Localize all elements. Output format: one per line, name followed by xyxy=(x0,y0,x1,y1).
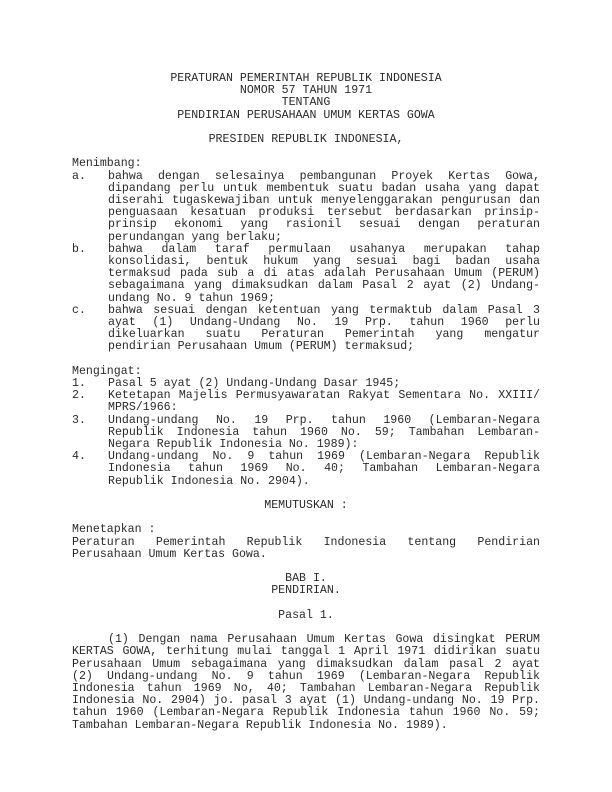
title-line: PERATURAN PEMERINTAH REPUBLIK INDONESIA xyxy=(170,72,442,85)
list-item-line: bahwa dengan selesainya pembangunan Proyek Kertas Gowa, xyxy=(108,169,540,183)
memutuskan-heading: MEMUTUSKAN : xyxy=(264,499,348,513)
list-item-line: bahwa sesuai dengan ketentuan yang termaktub dalam Pasal 3 xyxy=(108,303,540,317)
list-item-line: perundangan yang berlaku; xyxy=(108,230,282,244)
list-item-line: Negara Republik Indonesia No. 1989): xyxy=(108,438,359,452)
list-item-line: prinsip ekonomi yang rasionil sesuai dengan peraturan xyxy=(108,218,540,232)
list-marker: 1. xyxy=(72,377,86,391)
list-marker: c. xyxy=(72,303,86,317)
list-item-line: konsolidasi, bentuk hukum yang sesuai bagi badan usaha xyxy=(108,255,540,269)
paragraph-line: Perusahaan Umum Kertas Gowa. xyxy=(72,547,267,561)
list-item xyxy=(72,390,540,414)
title-line: NOMOR 57 TAHUN 1971 xyxy=(239,84,373,98)
list-item-line: Indonesia tahun 1969 No. 40; Tambahan Lembaran-Negara xyxy=(108,462,540,476)
section-label: Menimbang: xyxy=(72,157,142,171)
paragraph-line: Peraturan Pemerintah Republik Indonesia tentang Pendirian xyxy=(72,535,540,549)
list-item-line: Republik Indonesia No. 2904). xyxy=(108,474,310,488)
paragraph-line: (2) Undang-undang No. 9 tahun 1969 (Lembaran-Negara Republik xyxy=(72,669,540,683)
list-item xyxy=(72,305,540,354)
list-item xyxy=(72,415,540,452)
paragraph-line: Indonesia No. 2904) jo. pasal 3 ayat (1) Undang-undang No. 19 Prp. xyxy=(72,694,540,708)
list-item-line: dikeluarkan suatu Peraturan Pemerintah yang mengatur xyxy=(108,328,540,342)
mengingat-section xyxy=(72,366,540,488)
list-marker: 4. xyxy=(72,450,86,464)
list-item-line: Undang-undang No. 9 tahun 1969 (Lembaran-Negara Republik xyxy=(108,450,540,464)
list-marker: 2. xyxy=(72,389,86,403)
list-item-line: termaksud pada sub a di atas adalah Perusahaan Umum (PERUM) xyxy=(108,267,540,281)
list-item xyxy=(72,244,540,305)
chapter-number: BAB I. xyxy=(285,572,327,586)
article-paragraph xyxy=(72,634,540,732)
document-page xyxy=(72,73,540,732)
list-marker: b. xyxy=(72,242,86,256)
document-title xyxy=(72,73,540,122)
president-heading: PRESIDEN REPUBLIK INDONESIA, xyxy=(208,133,404,146)
section-label: Mengingat: xyxy=(72,364,142,378)
list-marker: a. xyxy=(72,169,86,183)
list-item-line: undang No. 9 tahun 1969; xyxy=(108,291,275,305)
list-item xyxy=(72,451,540,488)
list-item-line: dipandang perlu untuk membentuk suatu badan usaha yang dapat xyxy=(108,181,540,195)
list-item-line: pendirian Perusahaan Umum (PERUM) termaksud; xyxy=(108,340,415,354)
list-item-line: ayat (1) Undang-Undang No. 19 Prp. tahun 1960 perlu xyxy=(108,316,540,330)
paragraph-line: (1) Dengan nama Perusahaan Umum Kertas Gowa disingkat PERUM xyxy=(108,633,540,647)
menimbang-section xyxy=(72,158,540,353)
menimbang-list xyxy=(72,171,540,354)
list-item-line: bahwa dalam taraf permulaan usahanya merupakan tahap xyxy=(108,242,540,256)
article-title: Pasal 1. xyxy=(278,608,334,622)
chapter-title: PENDIRIAN. xyxy=(271,584,341,598)
mengingat-list xyxy=(72,378,540,488)
list-item-line: MPRS/1966: xyxy=(108,401,178,415)
section-label: Menetapkan : xyxy=(72,523,156,537)
list-item-line: diserahi tugaskewajiban untuk menyelenggarakan pengurusan dan xyxy=(108,194,540,207)
paragraph-line: Tambahan Lembaran-Negara Republik Indonesia No. 1989). xyxy=(72,718,448,732)
title-line: PENDIRIAN PERUSAHAAN UMUM KERTAS GOWA xyxy=(177,108,435,122)
list-item-line: Pasal 5 ayat (2) Undang-Undang Dasar 1945; xyxy=(108,377,401,391)
title-line: TENTANG xyxy=(281,96,331,110)
list-item-line: sebagaimana yang dimaksudkan dalam Pasal 2 ayat (2) Undang- xyxy=(108,279,540,293)
paragraph-line: Indonesia tahun 1969 No, 40; Tambahan Lembaran-Negara Republik xyxy=(72,682,540,696)
list-item-line: Undang-undang No. 19 Prp. tahun 1960 (Lembaran-Negara xyxy=(108,413,540,427)
list-item-line: penguasaan kesatuan produksi tersebut berdasarkan prinsip- xyxy=(108,206,540,220)
paragraph-line: Perusahaan Umum sebagaimana yang dimaksudkan dalam pasal 2 ayat xyxy=(72,657,540,671)
list-item-line: Ketetapan Majelis Permusyawaratan Rakyat Sementara No. XXIII/ xyxy=(108,389,540,403)
list-item-line: Republik Indonesia tahun 1960 No. 59; Tambahan Lembaran- xyxy=(108,425,540,439)
menetapkan-section xyxy=(72,524,540,561)
paragraph-line: tahun 1960 (Lembaran-Negara Republik Indonesia tahun 1960 No. 59; xyxy=(72,706,540,720)
list-item xyxy=(72,171,540,244)
list-marker: 3. xyxy=(72,413,86,427)
paragraph-line: KERTAS GOWA, terhitung mulai tanggal 1 April 1971 didirikan suatu xyxy=(72,645,540,659)
